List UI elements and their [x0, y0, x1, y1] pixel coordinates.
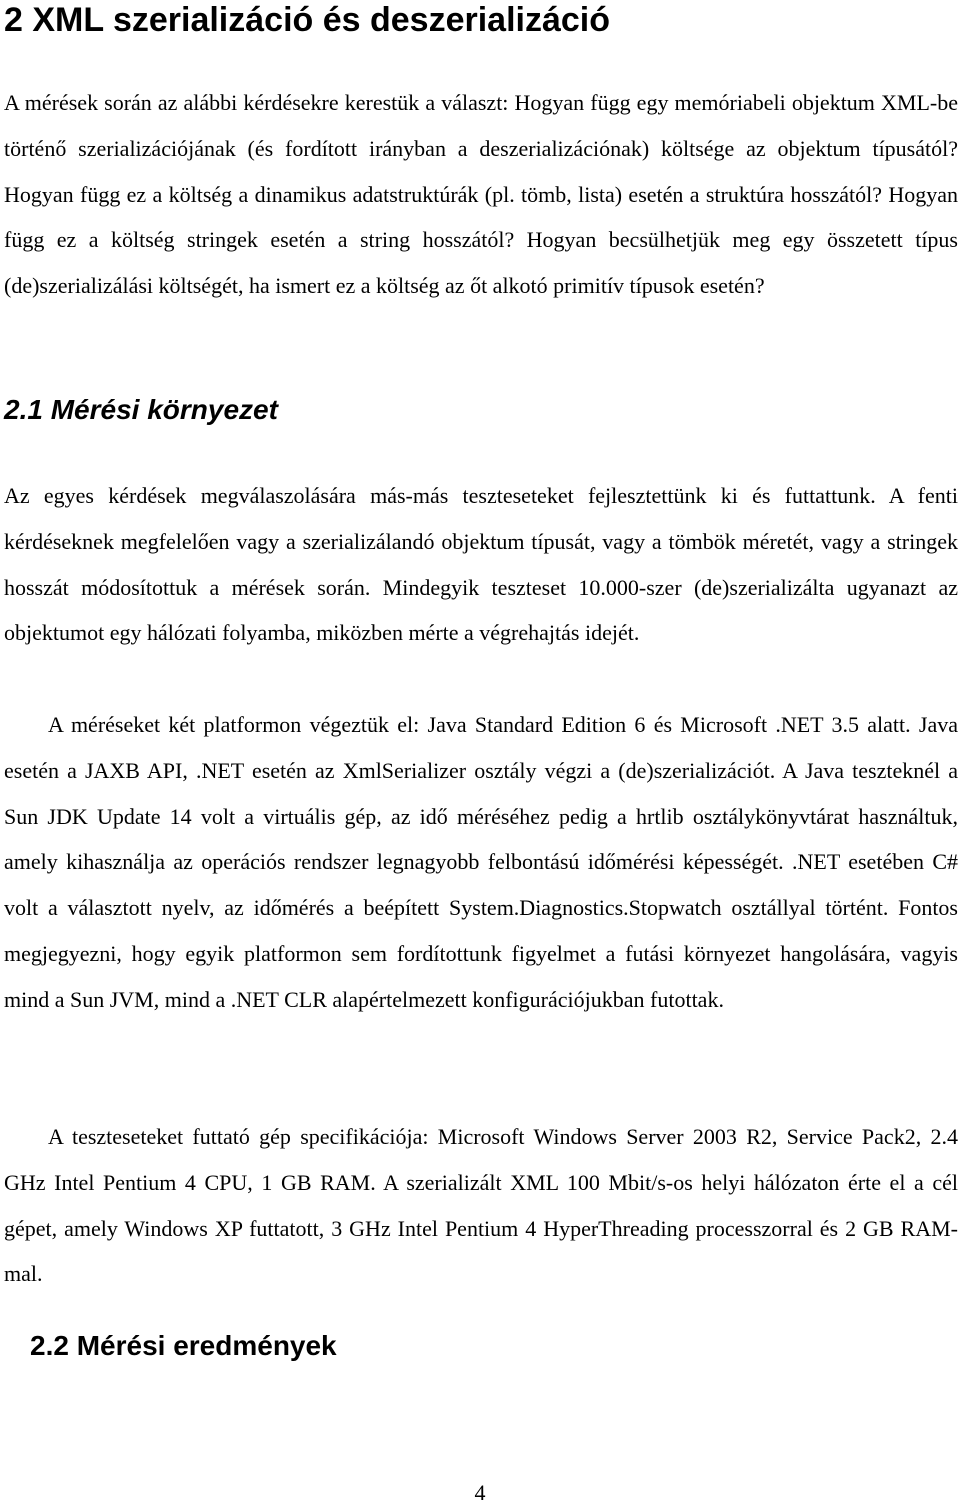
subsection-heading-results: 2.2 Mérési eredmények: [30, 1330, 337, 1361]
section-heading: 2 XML szerializáció és deszerializáció: [4, 1, 611, 39]
subsection-heading-environment: 2.1 Mérési környezet: [4, 394, 278, 425]
environment-paragraph-1: Az egyes kérdések megválaszolására más-más teszteseteket fejlesztettünk ki és futtattunk. A fenti kérdéseknek megfelelően vagy a szerializálandó objektum típusát, vagy a tömbök méretét, vagy a stringek hosszát módosítottuk a mérések során. Mindegyik teszteset 10.000-szer (de)szerializálta ugyanazt az objektumot egy hálózati folyamba, miközben mérte a végrehajtás idejét.: [4, 483, 958, 646]
environment-paragraph-2: A méréseket két platformon végeztük el: Java Standard Edition 6 és Microsoft .NET 3.5 alatt. Java esetén a JAXB API, .NET esetén az XmlSerializer osztály végzi a (de)szerializációt. A Java teszteknél a Sun JDK Update 14 volt a virtuális gép, az idő méréséhez pedig a hrtlib osztálykönyvtárat használtuk, amely kihasználja az operációs rendszer legnagyobb felbontású időmérési képességét. .NET esetében C# volt a választott nyelv, az időmérés a beépített System.Diagnostics.Stopwatch osztállyal történt. Fontos megjegyezni, hogy egyik platformon sem fordítottunk figyelmet a futási környezet hangolására, vagyis mind a Sun JVM, mind a .NET CLR alapértelmezett konfigurációjukban futottak.: [4, 712, 958, 1012]
intro-paragraph: A mérések során az alábbi kérdésekre kerestük a választ: Hogyan függ egy memóriabeli objektum XML-be történő szerializációjának (és fordított irányban a deszerializációnak) költsége az objektum típusától? Hogyan függ ez a költség a dinamikus adatstruktúrák (pl. tömb, lista) esetén a struktúra hosszától? Hogyan függ ez a költség stringek esetén a string hosszától? Hogyan becsülhetjük meg egy összetett típus (de)szerializálási költségét, ha ismert ez a költség az őt alkotó primitív típusok esetén?: [4, 90, 958, 299]
environment-paragraph-3: A teszteseteket futtató gép specifikációja: Microsoft Windows Server 2003 R2, Service Pack2, 2.4 GHz Intel Pentium 4 CPU, 1 GB RAM. A szerializált XML 100 Mbit/s-os helyi hálózaton érte el a cél gépet, amely Windows XP futtatott, 3 GHz Intel Pentium 4 HyperThreading processzorral és 2 GB RAM-mal.: [4, 1124, 958, 1287]
page-number: 4: [474, 1480, 486, 1505]
